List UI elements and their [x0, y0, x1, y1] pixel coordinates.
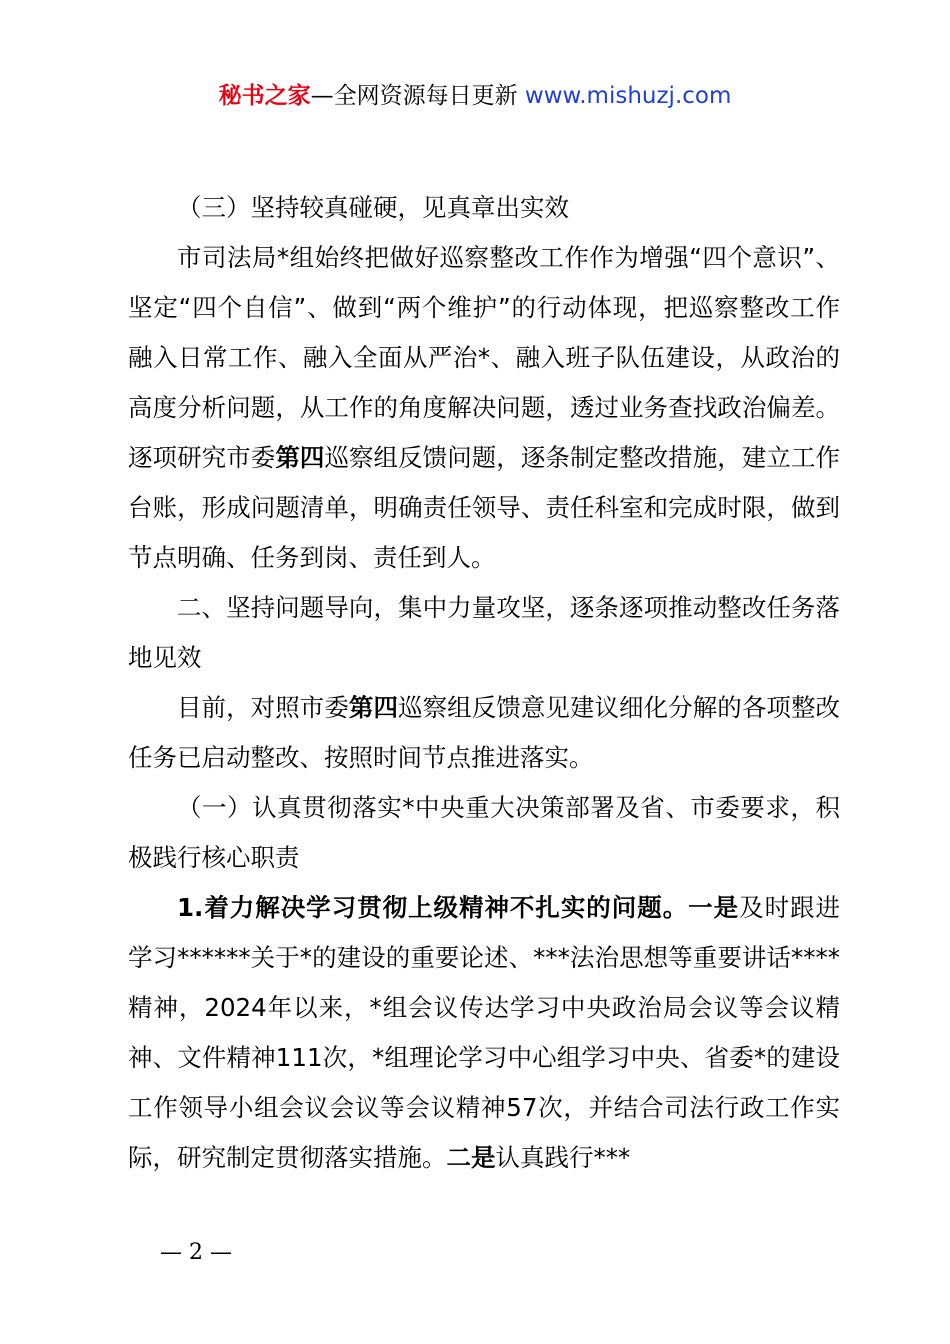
- site-header: [0, 80, 950, 112]
- paragraph: [128, 583, 840, 683]
- text-run: 目前，对照市委: [177, 693, 349, 722]
- site-url[interactable]: www.mishuzj.com: [517, 83, 732, 109]
- document-body: [128, 183, 840, 1183]
- text-run: （三）坚持较真碰硬，见真章出实效: [177, 193, 569, 222]
- site-slogan: —全网资源每日更新: [310, 83, 518, 109]
- paragraph: [128, 683, 840, 783]
- text-run: 市司法局*组始终把做好巡察整改工作作为增强“四个意识”、坚定“四个自信”、做到“两个维护”的行动体现，把巡察整改工作融入日常工作、融入全面从严治*、融入班子队伍建设，从政治的高度分析问题，从工作的角度解决问题，透过业务查找政治偏差。逐项研究市委: [128, 243, 840, 472]
- paragraph: [128, 233, 840, 583]
- bold-text: 二是: [446, 1143, 496, 1172]
- text-run: 及时跟进学习******关于*的建设的重要论述、***法治思想等重要讲话****精神，2024年以来，*组会议传达学习中央政治局会议等会议精神、文件精神111次，*组理论学习中心组学习中央、省委*的建设工作领导小组会议会议等会议精神57次，并结合司法行政工作实际，研究制定贯彻落实措施。: [128, 893, 841, 1172]
- bold-text: 1.着力解决学习贯彻上级精神不扎实的问题。一是: [177, 893, 740, 922]
- site-brand: 秘书之家: [218, 83, 311, 109]
- text-run: 二、坚持问题导向，集中力量攻坚，逐条逐项推动整改任务落地见效: [128, 593, 840, 672]
- page-number: — 2 —: [160, 1240, 232, 1265]
- paragraph: [128, 783, 840, 883]
- text-run: （一）认真贯彻落实*中央重大决策部署及省、市委要求，积极践行核心职责: [128, 793, 840, 872]
- text-run: 巡察组反馈意见建议细化分解的各项整改任务已启动整改、按照时间节点推进落实。: [128, 693, 841, 772]
- paragraph: [128, 883, 840, 1183]
- text-run: 巡察组反馈问题，逐条制定整改措施，建立工作台账，形成问题清单，明确责任领导、责任科室和完成时限，做到节点明确、任务到岗、责任到人。: [128, 443, 841, 572]
- bold-text: 第四: [275, 443, 325, 472]
- paragraph: [128, 183, 840, 233]
- bold-text: 第四: [348, 693, 399, 722]
- text-run: 认真践行***: [495, 1143, 631, 1172]
